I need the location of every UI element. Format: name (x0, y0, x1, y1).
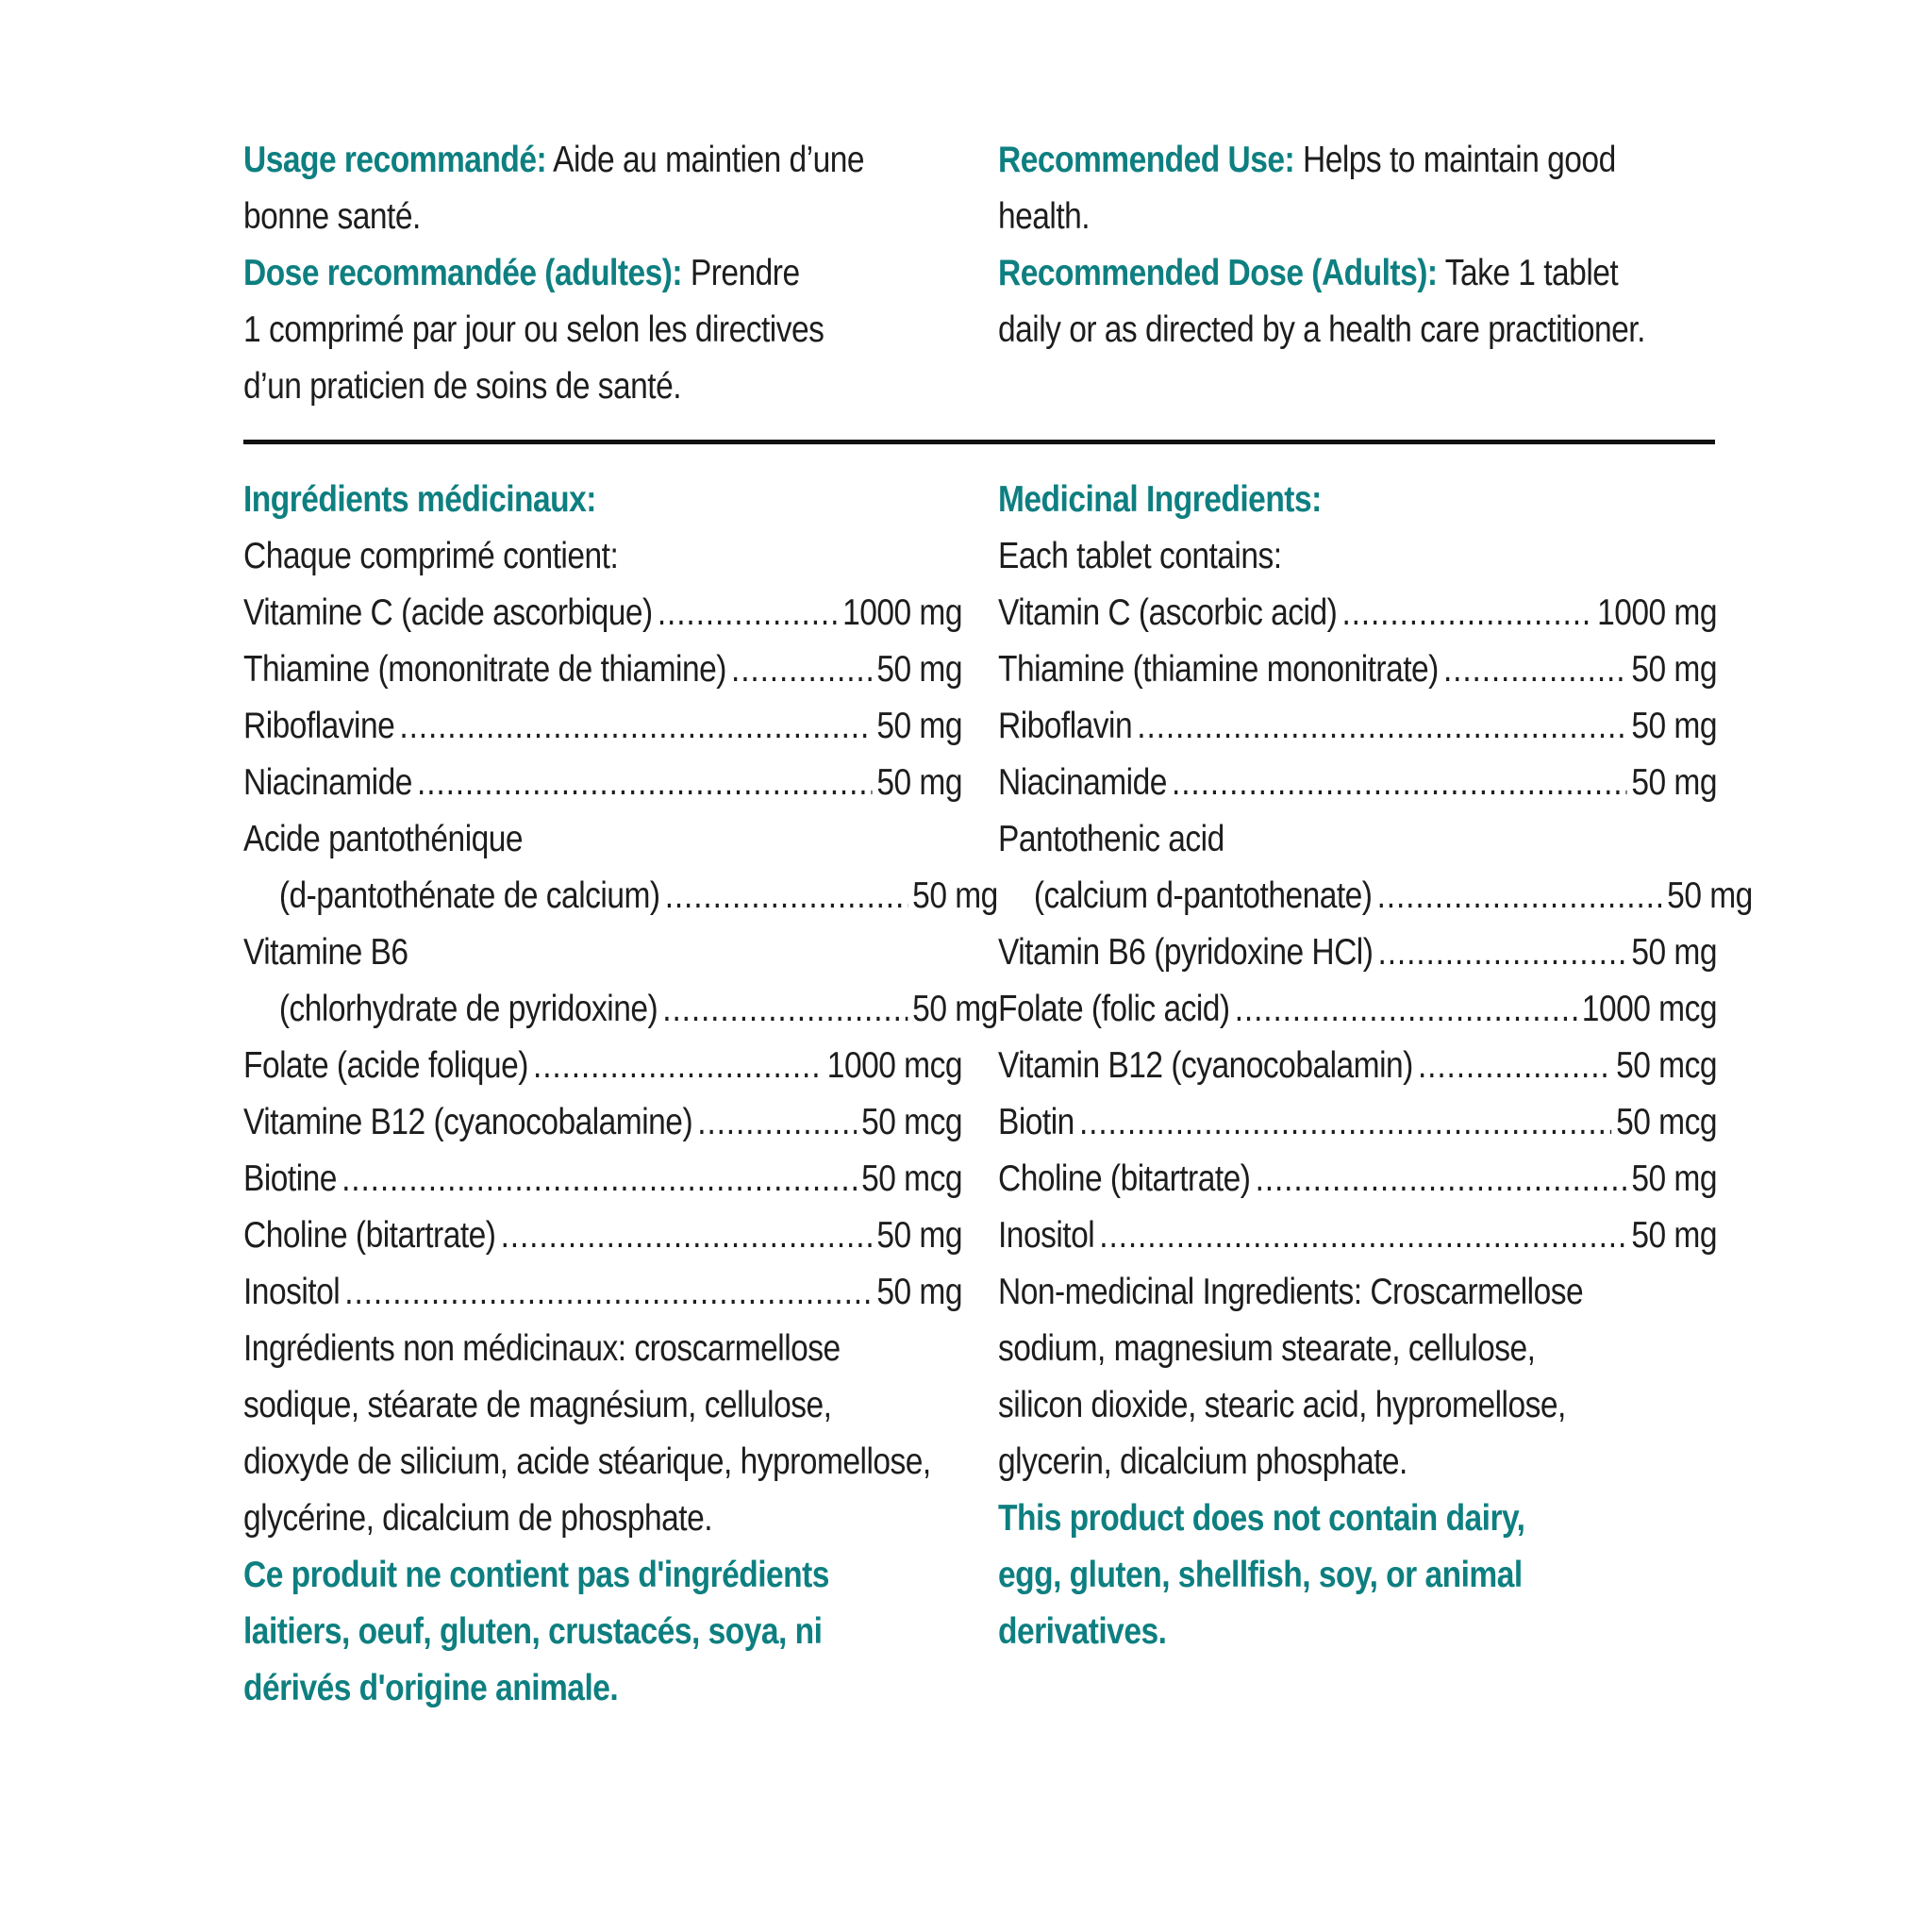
en-usage-line (998, 132, 1631, 189)
ingredient-row (998, 1038, 1717, 1094)
ingredient-name: (calcium d-pantothenate) (1033, 875, 1373, 916)
ingredient-amount: 50 mg (912, 875, 998, 916)
ingredient-name: Vitamin C (ascorbic acid) (998, 592, 1338, 633)
ingredient-row (243, 1038, 962, 1094)
leader-dots (1418, 1038, 1611, 1094)
en-dose-label: Recommended Dose (Adults): (998, 253, 1438, 293)
ingredient-amount: 1000 mg (842, 592, 962, 633)
ingredient-row (243, 585, 962, 641)
fr-dose-text: Prendre (682, 253, 800, 293)
leader-dots (501, 1208, 873, 1264)
ingredient-amount: 50 mcg (861, 1102, 962, 1142)
ingredient-row (243, 868, 998, 924)
fr-allergen-2: laitiers, oeuf, gluten, crustacés, soya, ni (243, 1611, 823, 1652)
ingredient-row (998, 1151, 1717, 1208)
ingredient-amount: 50 mg (876, 649, 962, 690)
ingredient-row (243, 641, 962, 698)
ingredient-name: Biotin (998, 1102, 1074, 1142)
fr-each-contains: Chaque comprimé contient: (243, 536, 619, 576)
ingredient-name: Biotine (243, 1158, 337, 1199)
leader-dots (697, 1094, 857, 1151)
leader-dots (1443, 641, 1626, 698)
ingredient-amount: 50 mg (1667, 875, 1753, 916)
leader-dots (662, 981, 908, 1038)
leader-dots (1378, 924, 1627, 981)
leader-dots (1172, 755, 1626, 811)
fr-allergen-3: dérivés d'origine animale. (243, 1668, 619, 1708)
ingredient-name: Vitamin B6 (pyridoxine HCl) (998, 932, 1374, 973)
leader-dots (658, 585, 838, 641)
fr-usage-line (243, 132, 865, 189)
ingredient-amount: 50 mg (876, 1215, 962, 1256)
leader-dots (1256, 1151, 1627, 1208)
ingredient-amount: 50 mg (1631, 932, 1717, 973)
ingredient-row (998, 981, 1717, 1038)
fr-dose-text-2: 1 comprimé par jour ou selon les directives (243, 309, 824, 350)
ingredient-name: Vitamine B12 (cyanocobalamine) (243, 1102, 693, 1142)
en-dose-text: Take 1 tablet (1437, 253, 1619, 293)
leader-dots (1099, 1208, 1626, 1264)
en-dose-text-2: daily or as directed by a health care practitioner. (998, 309, 1645, 350)
ingredient-name: Inositol (243, 1272, 341, 1312)
en-each-contains: Each tablet contains: (998, 536, 1282, 576)
ingredient-row (998, 924, 1717, 981)
fr-ingredient-list (243, 585, 998, 1321)
ingredient-row (998, 641, 1717, 698)
leader-dots (1079, 1094, 1611, 1151)
divider-rule (243, 440, 1715, 444)
ingredient-name: Choline (bitartrate) (243, 1215, 496, 1256)
ingredient-name: (d-pantothénate de calcium) (278, 875, 660, 916)
ingredient-row (243, 924, 962, 981)
ingredient-amount: 50 mg (1631, 649, 1717, 690)
en-allergen-2: egg, gluten, shellfish, soy, or animal (998, 1555, 1523, 1595)
fr-dose-label: Dose recommandée (adultes): (243, 253, 683, 293)
leader-dots (731, 641, 872, 698)
ingredient-name: (chlorhydrate de pyridoxine) (278, 989, 658, 1029)
ingredient-row (243, 698, 962, 755)
ingredient-amount: 50 mg (876, 762, 962, 803)
fr-allergen-1: Ce produit ne contient pas d'ingrédients (243, 1555, 829, 1595)
ingredient-row (243, 1208, 962, 1264)
leader-dots (1137, 698, 1626, 755)
ingredient-row (998, 585, 1717, 641)
leader-dots (1341, 585, 1591, 641)
en-allergen-1: This product does not contain dairy, (998, 1498, 1525, 1539)
en-ingredients-block (998, 472, 1753, 1660)
ingredient-amount: 1000 mcg (826, 1045, 962, 1086)
ingredient-amount: 50 mg (876, 1272, 962, 1312)
fr-nonmed-2: sodique, stéarate de magnésium, cellulose, (243, 1385, 832, 1425)
ingredient-amount: 1000 mg (1597, 592, 1717, 633)
ingredient-amount: 50 mcg (1616, 1045, 1717, 1086)
ingredient-name: Riboflavine (243, 706, 395, 746)
fr-nonmed-4: glycérine, dicalcium de phosphate. (243, 1498, 713, 1539)
ingredient-row (243, 981, 998, 1038)
leader-dots (417, 755, 872, 811)
ingredient-name: Riboflavin (998, 706, 1133, 746)
ingredient-row (998, 1208, 1717, 1264)
ingredient-name: Folate (acide folique) (243, 1045, 528, 1086)
ingredient-row (998, 698, 1717, 755)
ingredient-name: Pantothenic acid (998, 819, 1224, 859)
ingredient-row (243, 1264, 962, 1321)
ingredient-row (998, 1094, 1717, 1151)
ingredient-amount: 50 mg (1631, 762, 1717, 803)
leader-dots (533, 1038, 823, 1094)
en-dose-line (998, 245, 1631, 302)
ingredient-name: Vitamine B6 (243, 932, 408, 973)
ingredient-name: Folate (folic acid) (998, 989, 1230, 1029)
ingredient-row (998, 811, 1717, 868)
en-allergen-3: derivatives. (998, 1611, 1167, 1652)
fr-usage-block (243, 132, 960, 415)
ingredient-amount: 1000 mcg (1581, 989, 1717, 1029)
en-usage-text-2: health. (998, 196, 1091, 237)
fr-nonmed-3: dioxyde de silicium, acide stéarique, hypromellose, (243, 1441, 931, 1482)
ingredient-amount: 50 mcg (861, 1158, 962, 1199)
fr-dose-text-3: d’un praticien de soins de santé. (243, 366, 682, 407)
ingredient-name: Vitamine C (acide ascorbique) (243, 592, 653, 633)
leader-dots (341, 1151, 857, 1208)
fr-usage-label: Usage recommandé: (243, 140, 547, 180)
en-ingredients-heading: Medicinal Ingredients: (998, 479, 1322, 520)
ingredient-name: Niacinamide (998, 762, 1167, 803)
ingredient-name: Acide pantothénique (243, 819, 524, 859)
fr-nonmed-1: Ingrédients non médicinaux: croscarmellose (243, 1328, 841, 1369)
fr-usage-text-2: bonne santé. (243, 196, 421, 237)
ingredient-amount: 50 mcg (1616, 1102, 1717, 1142)
leader-dots (665, 868, 908, 924)
ingredient-amount: 50 mg (1631, 1158, 1717, 1199)
ingredient-row (998, 755, 1717, 811)
ingredient-name: Choline (bitartrate) (998, 1158, 1251, 1199)
en-ingredient-list (998, 585, 1753, 1264)
ingredient-name: Niacinamide (243, 762, 412, 803)
fr-ingredients-block (243, 472, 998, 1717)
ingredient-row (243, 1094, 962, 1151)
fr-usage-text: Aide au maintien d’une (546, 140, 865, 180)
ingredient-name: Thiamine (mononitrate de thiamine) (243, 649, 726, 690)
en-usage-text: Helps to maintain good (1294, 140, 1616, 180)
leader-dots (1377, 868, 1662, 924)
ingredient-row (243, 755, 962, 811)
ingredient-name: Inositol (998, 1215, 1095, 1256)
leader-dots (1235, 981, 1577, 1038)
ingredient-amount: 50 mg (876, 706, 962, 746)
leader-dots (399, 698, 872, 755)
en-nonmed-1: Non-medicinal Ingredients: Croscarmellose (998, 1272, 1584, 1312)
en-nonmed-2: sodium, magnesium stearate, cellulose, (998, 1328, 1536, 1369)
en-usage-block (998, 132, 1734, 358)
ingredient-row (998, 868, 1753, 924)
ingredient-row (243, 1151, 962, 1208)
ingredient-amount: 50 mg (912, 989, 998, 1029)
ingredient-amount: 50 mg (1631, 706, 1717, 746)
fr-dose-line (243, 245, 860, 302)
ingredient-amount: 50 mg (1631, 1215, 1717, 1256)
en-nonmed-3: silicon dioxide, stearic acid, hypromellose, (998, 1385, 1566, 1425)
en-usage-label: Recommended Use: (998, 140, 1295, 180)
fr-ingredients-heading: Ingrédients médicinaux: (243, 479, 596, 520)
en-nonmed-4: glycerin, dicalcium phosphate. (998, 1441, 1407, 1482)
ingredient-name: Vitamin B12 (cyanocobalamin) (998, 1045, 1413, 1086)
ingredient-name: Thiamine (thiamine mononitrate) (998, 649, 1439, 690)
ingredient-row (243, 811, 962, 868)
leader-dots (344, 1264, 872, 1321)
